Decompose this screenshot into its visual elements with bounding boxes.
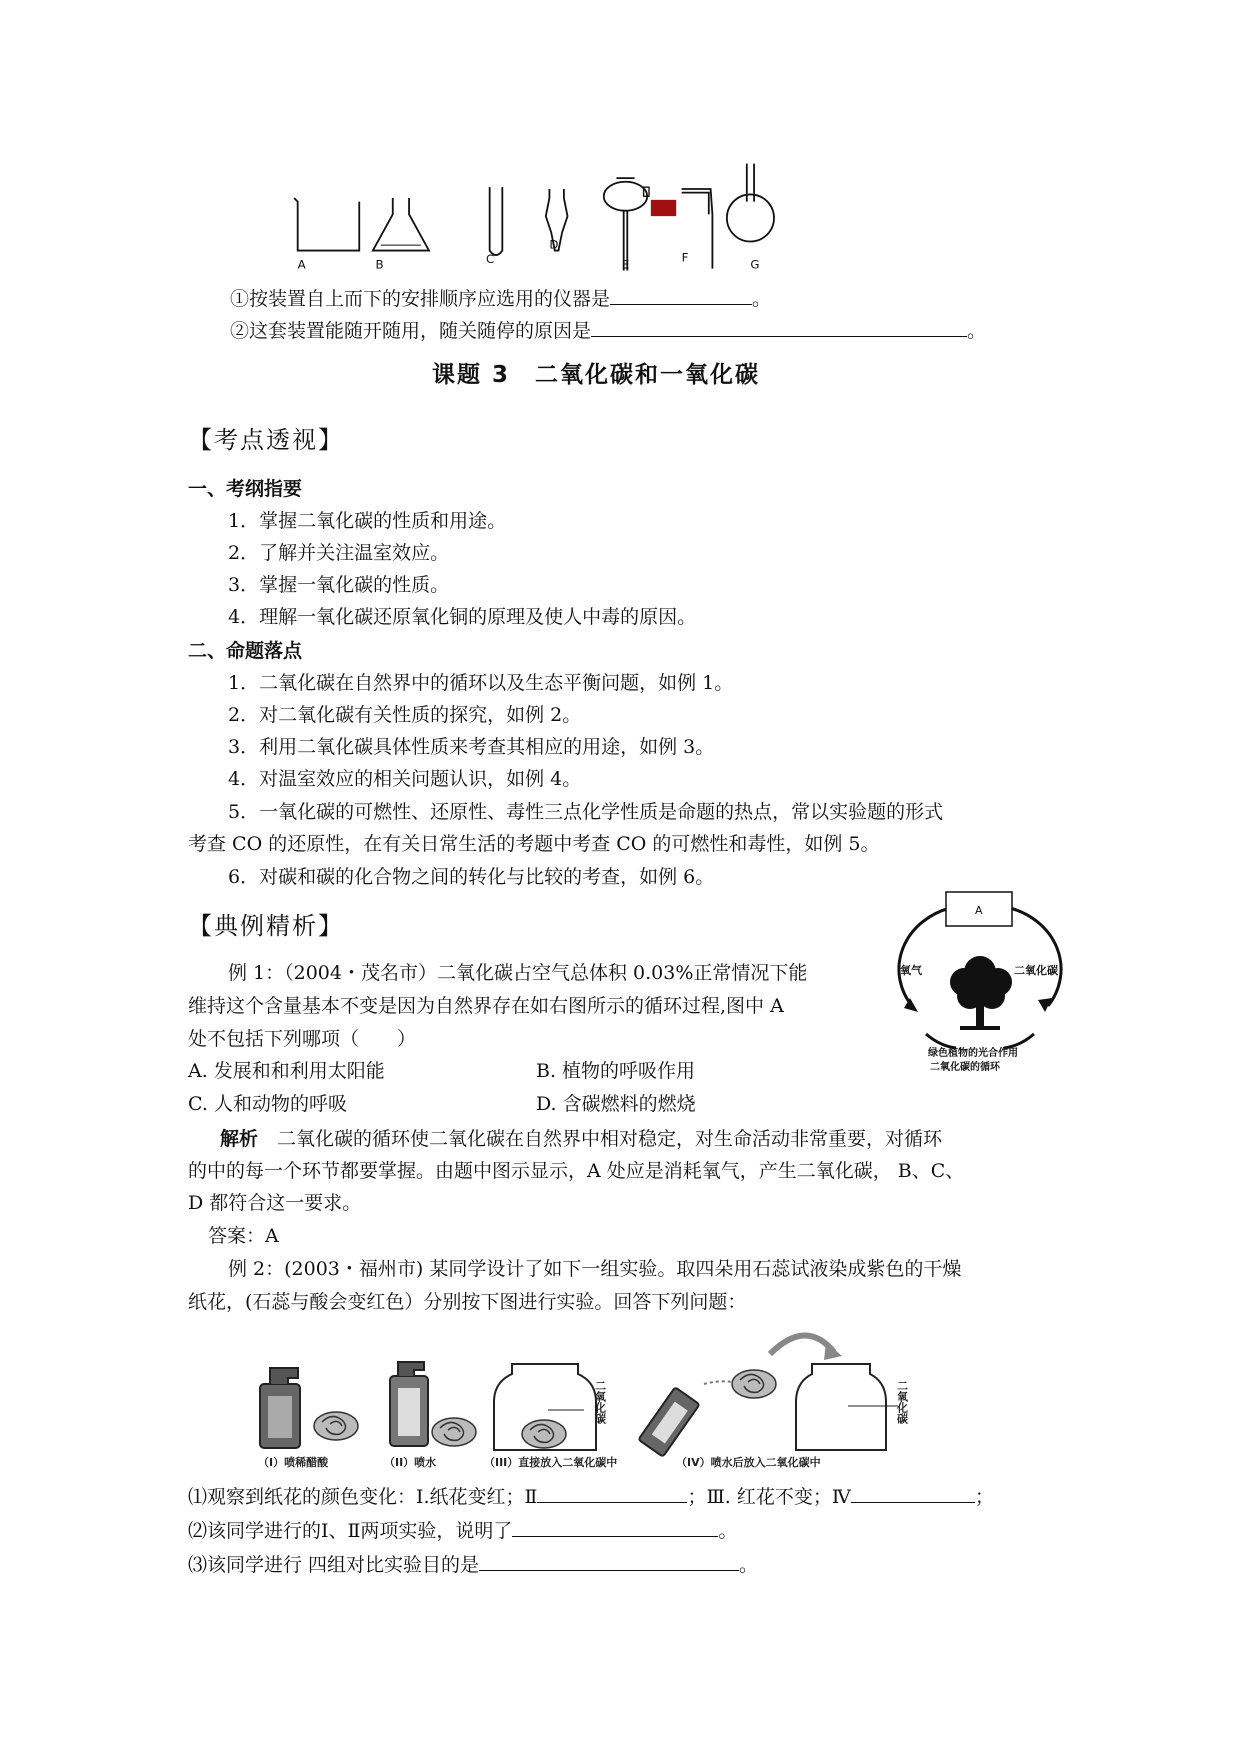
outline-item: 3．掌握一氧化碳的性质。 xyxy=(228,574,450,596)
jar3-gas-label: 二氧化碳 xyxy=(593,1380,607,1424)
section-heading-dianli: 【典例精析】 xyxy=(188,912,344,940)
example2-question-3: ⑶该同学进行 四组对比实验目的是 。 xyxy=(188,1554,759,1576)
analysis-line: 解析 二氧化碳的循环使二氧化碳在自然界中相对稳定，对生命活动非常重要，对循环 xyxy=(220,1128,943,1150)
apparatus-label-f: F xyxy=(681,250,689,265)
analysis-label: 解析 xyxy=(220,1128,259,1150)
example2-question-2: ⑵该同学进行的Ⅰ、Ⅱ两项实验，说明了 。 xyxy=(188,1520,738,1542)
answer-blank[interactable] xyxy=(479,1552,739,1571)
outline-item: 2．了解并关注温室效应。 xyxy=(228,542,450,564)
cycle-caption-2: 二氧化碳的循环 xyxy=(930,1062,1000,1072)
cycle-caption-1: 绿色植物的光合作用 xyxy=(928,1048,1018,1059)
apparatus-label-g: G xyxy=(750,257,760,272)
points-item: 4．对温室效应的相关问题认识，如例 4。 xyxy=(228,768,582,790)
example1-line: 处不包括下列哪项（ ） xyxy=(188,1028,417,1050)
outline-item: 4．理解一氧化碳还原氧化铜的原理及使人中毒的原因。 xyxy=(228,606,697,628)
example1-line: 维持这个含量基本不变是因为自然界存在如右图所示的循环过程,图中 A xyxy=(188,995,784,1017)
apparatus-label-e: E xyxy=(621,257,630,272)
answer-blank[interactable] xyxy=(512,1518,718,1537)
points-item: 1．二氧化碳在自然界中的循环以及生态平衡问题，如例 1。 xyxy=(228,672,734,694)
apparatus-figure xyxy=(258,160,868,275)
points-item: 2．对二氧化碳有关性质的探究，如例 2。 xyxy=(228,704,582,726)
example1-line: 例 1：（2004・茂名市）二氧化碳占空气总体积 0.03%正常情况下能 xyxy=(228,962,808,984)
jar4-gas-label: 二氧化碳 xyxy=(895,1380,909,1424)
carbon-cycle-figure xyxy=(890,886,1070,1072)
example2-line: 例 2：(2003・福州市) 某同学设计了如下一组实验。取四朵用石蕊试液染成紫色的干燥 xyxy=(228,1258,962,1280)
outline-heading: 一、考纲指要 xyxy=(188,478,303,500)
option-b: B. 植物的呼吸作用 xyxy=(536,1060,696,1082)
points-item: 3．利用二氧化碳具体性质来考查其相应的用途，如例 3。 xyxy=(228,736,715,758)
answer-blank[interactable] xyxy=(591,318,967,337)
exp-caption-3: （III）直接放入二氧化碳中 xyxy=(484,1456,618,1469)
option-d: D. 含碳燃料的燃烧 xyxy=(536,1093,696,1115)
analysis-line: D 都符合这一要求。 xyxy=(188,1192,362,1214)
section-heading-kaodian: 【考点透视】 xyxy=(188,426,344,454)
apparatus-label-b: B xyxy=(375,257,384,272)
answer-blank[interactable] xyxy=(851,1484,975,1503)
exp-caption-2: （II）喷水 xyxy=(384,1456,437,1469)
example2-line: 纸花，(石蕊与酸会变红色）分别按下图进行实验。回答下列问题： xyxy=(188,1291,747,1313)
cycle-label-oxygen: 氧气 xyxy=(900,964,922,977)
points-item: 5．一氧化碳的可燃性、还原性、毒性三点化学性质是命题的热点，常以实验题的形式 xyxy=(228,801,944,823)
top-question-2: ②这套装置能随开随用，随关随停的原因是 。 xyxy=(230,320,987,342)
points-heading: 二、命题落点 xyxy=(188,640,303,662)
answer-blank[interactable] xyxy=(537,1484,687,1503)
apparatus-label-c: C xyxy=(486,252,495,267)
experiment-figure xyxy=(258,1326,1000,1470)
option-a: A. 发展和和利用太阳能 xyxy=(188,1060,385,1082)
outline-item: 1．掌握二氧化碳的性质和用途。 xyxy=(228,510,507,532)
apparatus-label-d: D xyxy=(549,237,559,252)
exp-caption-1: （I）喷稀醋酸 xyxy=(258,1456,329,1469)
answer-line: 答案：A xyxy=(208,1225,279,1247)
apparatus-label-a: A xyxy=(297,257,306,272)
points-item: 6．对碳和碳的化合物之间的转化与比较的考查，如例 6。 xyxy=(228,866,715,888)
analysis-line: 的中的每一个环节都要掌握。由题中图示显示，A 处应是消耗氧气，产生二氧化碳， B、C、 xyxy=(188,1160,965,1182)
exp-caption-4: （IV）喷水后放入二氧化碳中 xyxy=(676,1456,821,1469)
lesson-title: 课题 3 二氧化碳和一氧化碳 xyxy=(432,362,761,388)
answer-blank[interactable] xyxy=(610,286,752,305)
option-c: C. 人和动物的呼吸 xyxy=(188,1093,347,1115)
cycle-box-label: A xyxy=(975,904,983,917)
top-question-1: ①按装置自上而下的安排顺序应选用的仪器是 。 xyxy=(230,288,772,310)
example2-question-1: ⑴观察到纸花的颜色变化：Ⅰ.纸花变红；Ⅱ ；Ⅲ. 红花不变；Ⅳ ； xyxy=(188,1486,994,1508)
cycle-label-co2: 二氧化碳 xyxy=(1014,964,1058,977)
points-item-continued: 考查 CO 的还原性，在有关日常生活的考题中考查 CO 的可燃性和毒性，如例 5。 xyxy=(188,833,880,855)
